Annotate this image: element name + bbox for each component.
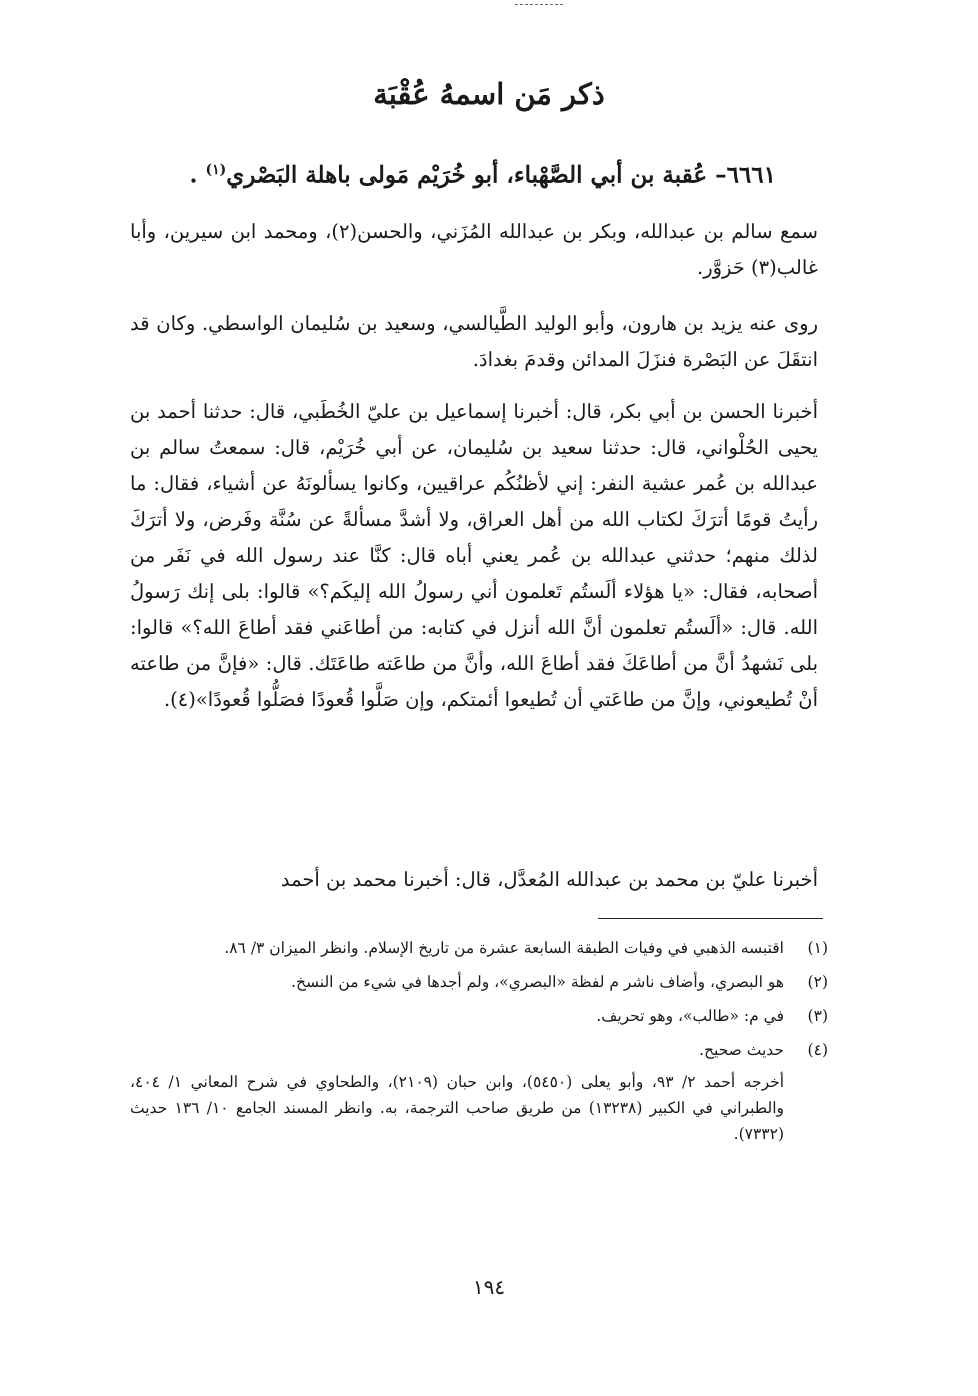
footnote-text: في م: «طالب»، وهو تحريف. [596,1007,784,1025]
footnote-number: (٢) [807,973,828,991]
footnote-number: (٤) [807,1041,828,1059]
paragraph-hadith: أخبرنا الحسن بن أبي بكر، قال: أخبرنا إسماعيل بن عليّ الخُطَبي، قال: حدثنا أحمد بن يحيى الحُلْواني، قال: حدثنا سعيد بن سُليمان، عن أبي خُرَيْم، قال: سمعتُ سالم بن عبدالله بن عُمر عشية النفر: إني لأظنُكُم عراقيين، وكانوا يسألونَهُ عن أشياء، فقال: ما رأيتُ قومًا أترَكَ لكتاب الله من أهل العراق، ولا أشدَّ مسألةً عن سُنَّة وفَرض، ولا أترَكَ لذلك منهم؛ حدثني عبدالله بن عُمر يعني أباه قال: كنَّا عند رسول الله في نَفَر من أصحابه، فقال: «يا هؤلاء ألَستُم تَعلمون أني رسولُ الله إليكَم؟» قالوا: بلى إنك رَسولُ الله. قال: «ألَستُم تعلمون أنَّ الله أنزل في كتابه: من أطاعَني فقد أطاعَ الله؟» قالوا: بلى نَشهدُ أنَّ من أطاعَكَ فقد أطاعَ الله، وأنَّ من طاعَته طاعَتَك. قال: «فإنَّ من طاعته أنْ تُطيعوني، وإنَّ من طاعَتي أن تُطيعوا أئمتكم، وإن صَلَّوا قُعودًا فصَلُّوا قُعودًا»(٤). [130,400,818,711]
footnote-4-continuation: أخرجه أحمد ٢/ ٩٣، وأبو يعلى (٥٤٥٠)، وابن حبان (٢١٠٩)، والطحاوي في شرح المعاني ١/ ٤٠٤، والطبراني في الكبير (١٣٢٣٨) من طريق صاحب الترجمة، به. وانظر المسند الجامع ١٠/ ١٣٦ حديث (٧٣٣٢). [130,1073,785,1143]
page-number: ١٩٤ [472,1275,506,1299]
paragraph-isnad: أخبرنا عليّ بن محمد بن عبدالله المُعدَّل، قال: أخبرنا محمد بن أحمد [280,868,818,891]
footnote-1 [130,935,828,961]
footnote-text: هو البصري، وأضاف ناشر م لفظة «البصري»، ولم أجدها في شيء من النسخ. [291,973,784,991]
footnote-number: (١) [807,939,828,957]
footnote-3 [130,1003,828,1029]
section-heading: ذكر مَن اسمهُ عُقْبَة [373,77,605,111]
top-margin-mark [515,4,563,5]
paragraph-students: روى عنه يزيد بن هارون، وأبو الوليد الطَّيالسي، وسعيد بن سُليمان الواسطي. وكان قد انتقَلَ عن البَصْرة فنزَلَ المدائن وقدمَ بغدادَ. [130,312,818,371]
entry-end: . [189,161,206,189]
footnote-text: حديث صحيح. [699,1041,784,1059]
entry-footnote-ref: (١) [205,162,227,178]
footnote-number: (٣) [807,1007,828,1025]
entry-name: – عُقبة بن أبي الصَّهْباء، أبو خُرَيْم مَولى باهلة البَصْري [226,161,727,189]
footnote-2 [130,969,828,995]
footnote-separator [598,918,823,919]
footnotes [130,935,828,1147]
entry-title [130,150,776,196]
footnote-4 [130,1037,828,1063]
footnote-text: اقتبسه الذهبي في وفيات الطبقة السابعة عشرة من تاريخ الإسلام. وانظر الميزان ٣/ ٨٦. [224,939,784,957]
paragraph-teachers: سمع سالم بن عبدالله، وبكر بن عبدالله المُزَني، والحسن(٢)، ومحمد ابن سيرين، وأبا غالب(٣) حَزوَّر. [130,220,818,279]
entry-number: ٦٦٦١ [726,161,776,189]
